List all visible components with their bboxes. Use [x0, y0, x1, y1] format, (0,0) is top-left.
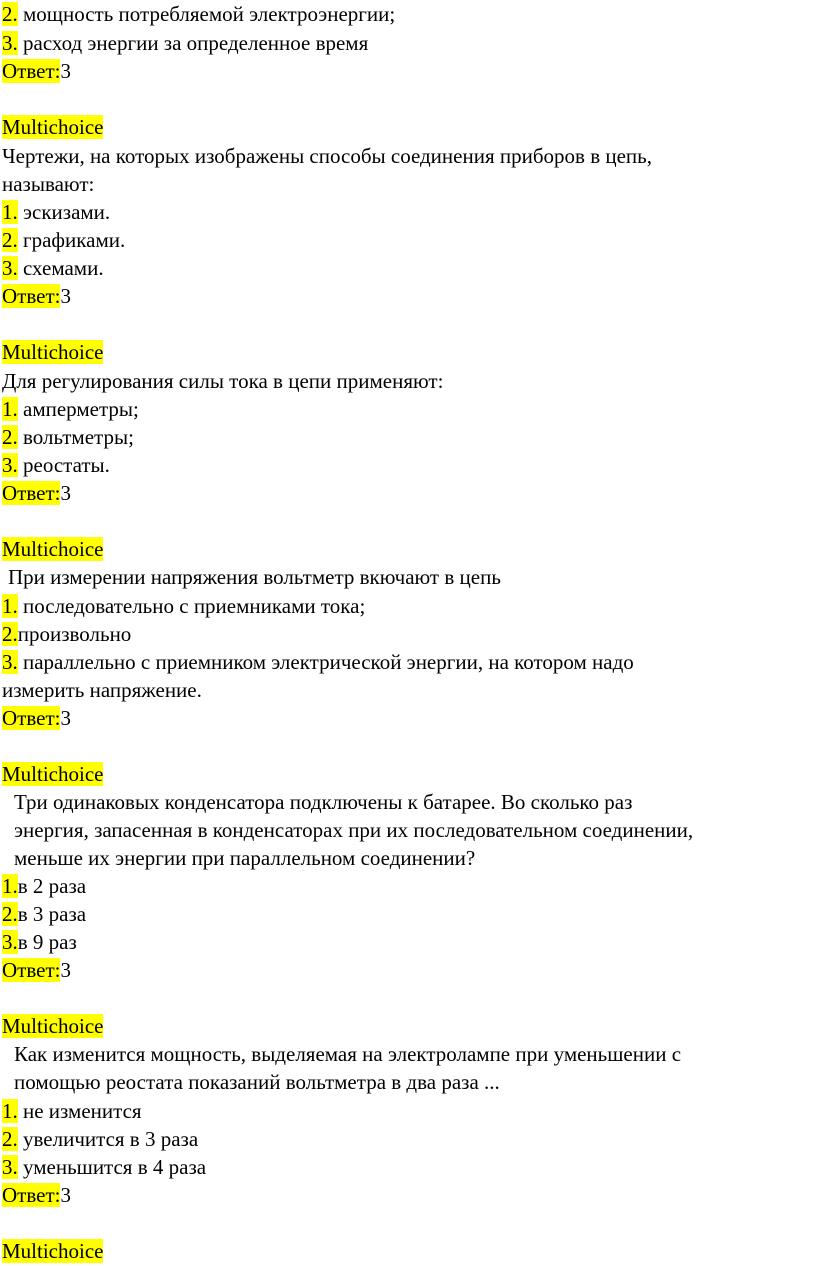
option-number: 3.: [2, 256, 18, 280]
answer-value: 3: [60, 706, 71, 730]
option-text: схемами.: [17, 256, 104, 280]
option-number: 3.: [2, 31, 18, 55]
option-text: не изменится: [17, 1099, 142, 1123]
q4-option-3: [2, 928, 77, 956]
option-text: вольтметры;: [17, 425, 134, 449]
q1-answer: [2, 282, 71, 310]
q3-option-2: [2, 620, 131, 648]
option-text: последовательно с приемниками тока;: [17, 594, 366, 618]
q4-question-line-1: Три одинаковых конденсатора подключены к батарее. Во сколько раз: [14, 790, 633, 814]
answer-label: Ответ:: [2, 706, 61, 730]
option-text: произвольно: [17, 622, 132, 646]
option-number: 2.: [2, 425, 18, 449]
intro-option-2: [2, 0, 395, 28]
option-text: эскизами.: [17, 200, 111, 224]
q1-option-1: [2, 198, 110, 226]
q1-option-3: [2, 254, 104, 282]
q2-option-2: [2, 423, 134, 451]
option-number: 3.: [2, 650, 18, 674]
q2-option-1: [2, 395, 139, 423]
option-text: в 2 раза: [17, 874, 87, 898]
q2-answer: [2, 479, 71, 507]
question-type-label: Multichoice: [2, 115, 104, 139]
answer-label: Ответ:: [2, 481, 61, 505]
q3-option-1: [2, 592, 365, 620]
q5-answer: [2, 1181, 71, 1209]
q2-question-line-1: Для регулирования силы тока в цепи применяют:: [2, 369, 444, 393]
option-number: 2.: [2, 1127, 18, 1151]
q3-question-line-1: При измерении напряжения вольтметр вкючают в цепь: [8, 565, 501, 589]
q5-option-2: [2, 1125, 198, 1153]
q4-question-line-2: энергия, запасенная в конденсаторах при их последовательном соединении,: [14, 818, 694, 842]
option-text: в 9 раз: [17, 930, 77, 954]
option-text: параллельно с приемником электрической энергии, на котором надо: [17, 650, 634, 674]
option-text: амперметры;: [17, 397, 139, 421]
answer-value: 3: [60, 958, 71, 982]
question-type-label: Multichoice: [2, 1014, 104, 1038]
q1-option-2: [2, 226, 125, 254]
answer-value: 3: [60, 1183, 71, 1207]
option-text: графиками.: [17, 228, 126, 252]
option-number: 2.: [2, 622, 18, 646]
question-type-label: Multichoice: [2, 1239, 104, 1263]
q4-option-2: [2, 900, 86, 928]
option-number: 1.: [2, 874, 18, 898]
intro-answer: [2, 57, 71, 85]
q4-question-line-3: меньше их энергии при параллельном соединении?: [14, 846, 476, 870]
option-number: 2.: [2, 228, 18, 252]
question-type-label: Multichoice: [2, 537, 104, 561]
q5-type: [2, 1012, 103, 1040]
answer-value: 3: [60, 284, 71, 308]
q5-option-3: [2, 1153, 206, 1181]
option-number: 1.: [2, 594, 18, 618]
q3-type: [2, 535, 103, 563]
option-text: мощность потребляемой электроэнергии;: [17, 2, 396, 26]
option-number: 1.: [2, 1099, 18, 1123]
intro-option-3: [2, 29, 368, 57]
answer-label: Ответ:: [2, 59, 61, 83]
q5-question-line-1: Как изменится мощность, выделяемая на электролампе при уменьшении с: [14, 1042, 682, 1066]
option-number: 3.: [2, 453, 18, 477]
q3-option-3: [2, 648, 634, 676]
q3-option-3-line-2: измерить напряжение.: [2, 678, 202, 702]
answer-value: 3: [60, 59, 71, 83]
q1-question-line-2: называют:: [2, 172, 95, 196]
option-number: 3.: [2, 930, 18, 954]
q4-type: [2, 760, 103, 788]
q6-type: [2, 1237, 103, 1265]
option-text: расход энергии за определенное время: [17, 31, 369, 55]
option-text: реостаты.: [17, 453, 110, 477]
answer-label: Ответ:: [2, 1183, 61, 1207]
q1-type: [2, 113, 103, 141]
q4-option-1: [2, 872, 86, 900]
q4-answer: [2, 956, 71, 984]
option-text: в 3 раза: [17, 902, 87, 926]
option-number: 1.: [2, 200, 18, 224]
question-type-label: Multichoice: [2, 762, 104, 786]
option-number: 2.: [2, 902, 18, 926]
question-type-label: Multichoice: [2, 340, 104, 364]
option-number: 3.: [2, 1155, 18, 1179]
q5-option-1: [2, 1097, 142, 1125]
option-number: 2.: [2, 2, 18, 26]
option-text: увеличится в 3 раза: [17, 1127, 199, 1151]
q2-option-3: [2, 451, 110, 479]
q1-question-line-1: Чертежи, на которых изображены способы соединения приборов в цепь,: [2, 144, 652, 168]
q5-question-line-2: помощью реостата показаний вольтметра в два раза ...: [14, 1070, 500, 1094]
q3-answer: [2, 704, 71, 732]
option-number: 1.: [2, 397, 18, 421]
answer-value: 3: [60, 481, 71, 505]
option-text: уменьшится в 4 раза: [17, 1155, 207, 1179]
q2-type: [2, 338, 103, 366]
answer-label: Ответ:: [2, 958, 61, 982]
answer-label: Ответ:: [2, 284, 61, 308]
